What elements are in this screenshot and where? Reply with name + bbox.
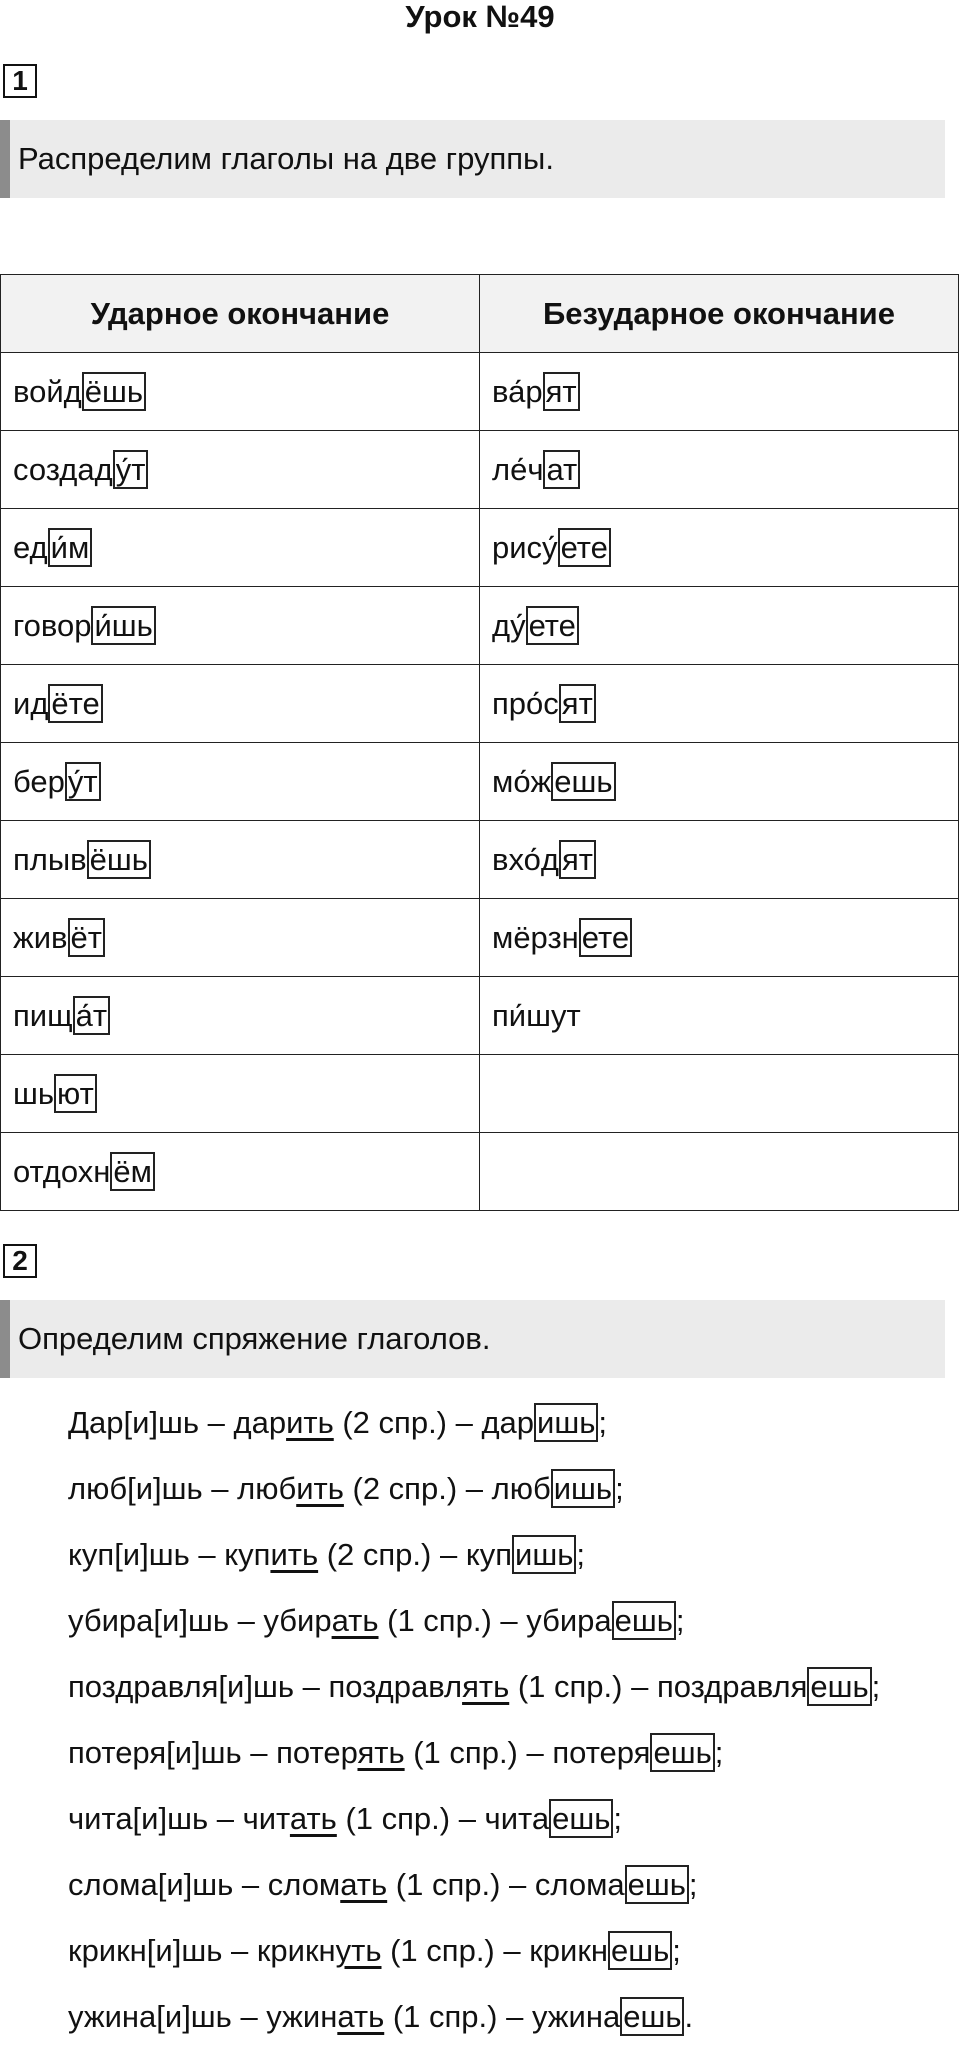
- unstressed-cell: [480, 353, 959, 431]
- line-middle: (2 спр.) – дар: [333, 1405, 535, 1440]
- ending-box: ешь: [650, 1733, 714, 1772]
- line-start: крикн[и]шь – крикн: [68, 1933, 336, 1968]
- line-middle: (1 спр.) – чита: [336, 1801, 550, 1836]
- list-item: [68, 1984, 880, 2050]
- line-end: ;: [598, 1405, 608, 1440]
- conjugation-list: [68, 1390, 880, 2050]
- line-middle: (1 спр.) – ужина: [384, 1999, 621, 2034]
- unstressed-cell: [480, 899, 959, 977]
- ending-box: ешь: [620, 1997, 684, 2036]
- list-item: [68, 1786, 880, 1852]
- unstressed-cell: [480, 665, 959, 743]
- ending-box: ешь: [608, 1931, 672, 1970]
- infinitive-suffix: ять: [357, 1735, 405, 1770]
- line-end: ;: [675, 1603, 685, 1638]
- verb-ending-box: ют: [54, 1074, 97, 1113]
- line-start: чита[и]шь – чит: [68, 1801, 290, 1836]
- line-end: ;: [871, 1669, 881, 1704]
- verb-ending-box: и́шь: [91, 606, 155, 645]
- verb-stem: бер: [13, 763, 65, 799]
- verb-stem: рису́: [492, 529, 558, 565]
- stressed-cell: [1, 665, 480, 743]
- verb-stem: пи́шут: [492, 997, 581, 1033]
- infinitive-suffix: ить: [270, 1537, 319, 1572]
- line-end: .: [684, 1999, 694, 2034]
- unstressed-cell: [480, 431, 959, 509]
- verbs-table: [0, 274, 959, 1211]
- table-row: [1, 587, 959, 665]
- verb-ending-box: ат: [543, 450, 580, 489]
- verb-stem: пищ: [13, 997, 73, 1033]
- table-header-row: [1, 275, 959, 353]
- stressed-cell: [1, 353, 480, 431]
- line-start: убира[и]шь – убир: [68, 1603, 332, 1638]
- verb-stem: отдохн: [13, 1153, 111, 1189]
- stressed-cell: [1, 899, 480, 977]
- verb-stem: ид: [13, 685, 49, 721]
- verb-stem: ва́р: [492, 373, 543, 409]
- header-stressed: Ударное окончание: [1, 275, 480, 353]
- verb-ending-box: ешь: [551, 762, 615, 801]
- line-end: ;: [613, 1801, 622, 1836]
- verb-ending-box: ят: [559, 684, 596, 723]
- table-row: [1, 743, 959, 821]
- task-number-1: 1: [3, 64, 37, 98]
- table-row: [1, 1055, 959, 1133]
- stressed-cell: [1, 1055, 480, 1133]
- infinitive-suffix: уть: [335, 1933, 382, 1968]
- line-middle: (2 спр.) – люб: [343, 1471, 551, 1506]
- line-middle: (1 спр.) – убира: [378, 1603, 612, 1638]
- verb-ending-box: ете: [526, 606, 579, 645]
- line-end: ;: [714, 1735, 724, 1770]
- unstressed-cell: [480, 821, 959, 899]
- line-end: ;: [576, 1537, 585, 1572]
- verb-ending-box: ём: [110, 1152, 155, 1191]
- task1-instruction: Распределим глаголы на две группы.: [0, 120, 945, 198]
- line-start: ужина[и]шь – ужин: [68, 1999, 338, 2034]
- table-row: [1, 1133, 959, 1211]
- list-item: [68, 1456, 880, 1522]
- table-row: [1, 509, 959, 587]
- list-item: [68, 1852, 880, 1918]
- list-item: [68, 1522, 880, 1588]
- verb-stem: ле́ч: [492, 451, 544, 487]
- list-item: [68, 1720, 880, 1786]
- table-row: [1, 977, 959, 1055]
- infinitive-suffix: ать: [340, 1867, 388, 1902]
- verb-ending-box: ёте: [48, 684, 102, 723]
- list-item: [68, 1918, 880, 1984]
- task2-instruction: Определим спряжение глаголов.: [0, 1300, 945, 1378]
- verb-ending-box: ёшь: [87, 840, 151, 879]
- header-unstressed: Безударное окончание: [480, 275, 959, 353]
- verb-ending-box: ёшь: [82, 372, 146, 411]
- list-item: [68, 1390, 880, 1456]
- table-body: [1, 353, 959, 1211]
- line-start: поздравля[и]шь – поздравл: [68, 1669, 463, 1704]
- unstressed-cell: [480, 587, 959, 665]
- verb-stem: жив: [13, 919, 68, 955]
- unstressed-cell: [480, 743, 959, 821]
- task-number-2: 2: [3, 1244, 37, 1278]
- verb-ending-box: ят: [559, 840, 596, 879]
- verb-stem: ду́: [492, 607, 526, 643]
- infinitive-suffix: ить: [296, 1471, 344, 1506]
- verb-ending-box: у́т: [65, 762, 101, 801]
- table-row: [1, 821, 959, 899]
- verb-stem: шь: [13, 1075, 55, 1111]
- verb-stem: вхо́д: [492, 841, 559, 877]
- infinitive-suffix: ать: [337, 1999, 385, 2034]
- verb-ending-box: ёт: [68, 918, 105, 957]
- verb-stem: ед: [13, 529, 48, 565]
- stressed-cell: [1, 587, 480, 665]
- line-middle: (2 спр.) – куп: [318, 1537, 513, 1572]
- verb-stem: войд: [13, 373, 82, 409]
- unstressed-cell: [480, 509, 959, 587]
- ending-box: ешь: [807, 1667, 871, 1706]
- ending-box: ешь: [625, 1865, 689, 1904]
- verb-stem: про́с: [492, 685, 559, 721]
- ending-box: ешь: [612, 1601, 676, 1640]
- line-start: люб[и]шь – люб: [68, 1471, 297, 1506]
- unstressed-cell: [480, 1133, 959, 1211]
- line-end: ;: [615, 1471, 624, 1506]
- infinitive-suffix: ать: [331, 1603, 379, 1638]
- infinitive-suffix: ять: [462, 1669, 510, 1704]
- infinitive-suffix: ить: [286, 1405, 334, 1440]
- infinitive-suffix: ать: [289, 1801, 337, 1836]
- verb-ending-box: а́т: [73, 996, 110, 1035]
- line-middle: (1 спр.) – слома: [387, 1867, 625, 1902]
- stressed-cell: [1, 821, 480, 899]
- line-middle: (1 спр.) – поздравля: [509, 1669, 808, 1704]
- page-title: Урок №49: [405, 0, 555, 34]
- verb-stem: говор: [13, 607, 92, 643]
- verb-stem: мёрзн: [492, 919, 579, 955]
- stressed-cell: [1, 431, 480, 509]
- list-item: [68, 1588, 880, 1654]
- ending-box: ишь: [512, 1535, 576, 1574]
- list-item: [68, 1654, 880, 1720]
- verb-ending-box: ете: [579, 918, 632, 957]
- line-end: ;: [672, 1933, 681, 1968]
- table-row: [1, 353, 959, 431]
- stressed-cell: [1, 509, 480, 587]
- line-middle: (1 спр.) – потеря: [404, 1735, 651, 1770]
- ending-box: ешь: [549, 1799, 613, 1838]
- line-start: Дар[и]шь – дар: [68, 1405, 287, 1440]
- table-row: [1, 899, 959, 977]
- line-end: ;: [688, 1867, 698, 1902]
- line-middle: (1 спр.) – крикн: [381, 1933, 609, 1968]
- ending-box: ишь: [534, 1403, 598, 1442]
- stressed-cell: [1, 1133, 480, 1211]
- line-start: слома[и]шь – слом: [68, 1867, 341, 1902]
- line-start: потеря[и]шь – потер: [68, 1735, 358, 1770]
- ending-box: ишь: [551, 1469, 615, 1508]
- verb-stem: плыв: [13, 841, 87, 877]
- unstressed-cell: [480, 977, 959, 1055]
- stressed-cell: [1, 977, 480, 1055]
- verb-stem: мо́ж: [492, 763, 552, 799]
- verb-ending-box: ете: [558, 528, 611, 567]
- line-start: куп[и]шь – куп: [68, 1537, 271, 1572]
- stressed-cell: [1, 743, 480, 821]
- verb-stem: создад: [13, 451, 113, 487]
- verb-ending-box: у́т: [113, 450, 149, 489]
- verb-ending-box: и́м: [48, 528, 93, 567]
- verb-ending-box: ят: [543, 372, 580, 411]
- table-row: [1, 665, 959, 743]
- table-row: [1, 431, 959, 509]
- unstressed-cell: [480, 1055, 959, 1133]
